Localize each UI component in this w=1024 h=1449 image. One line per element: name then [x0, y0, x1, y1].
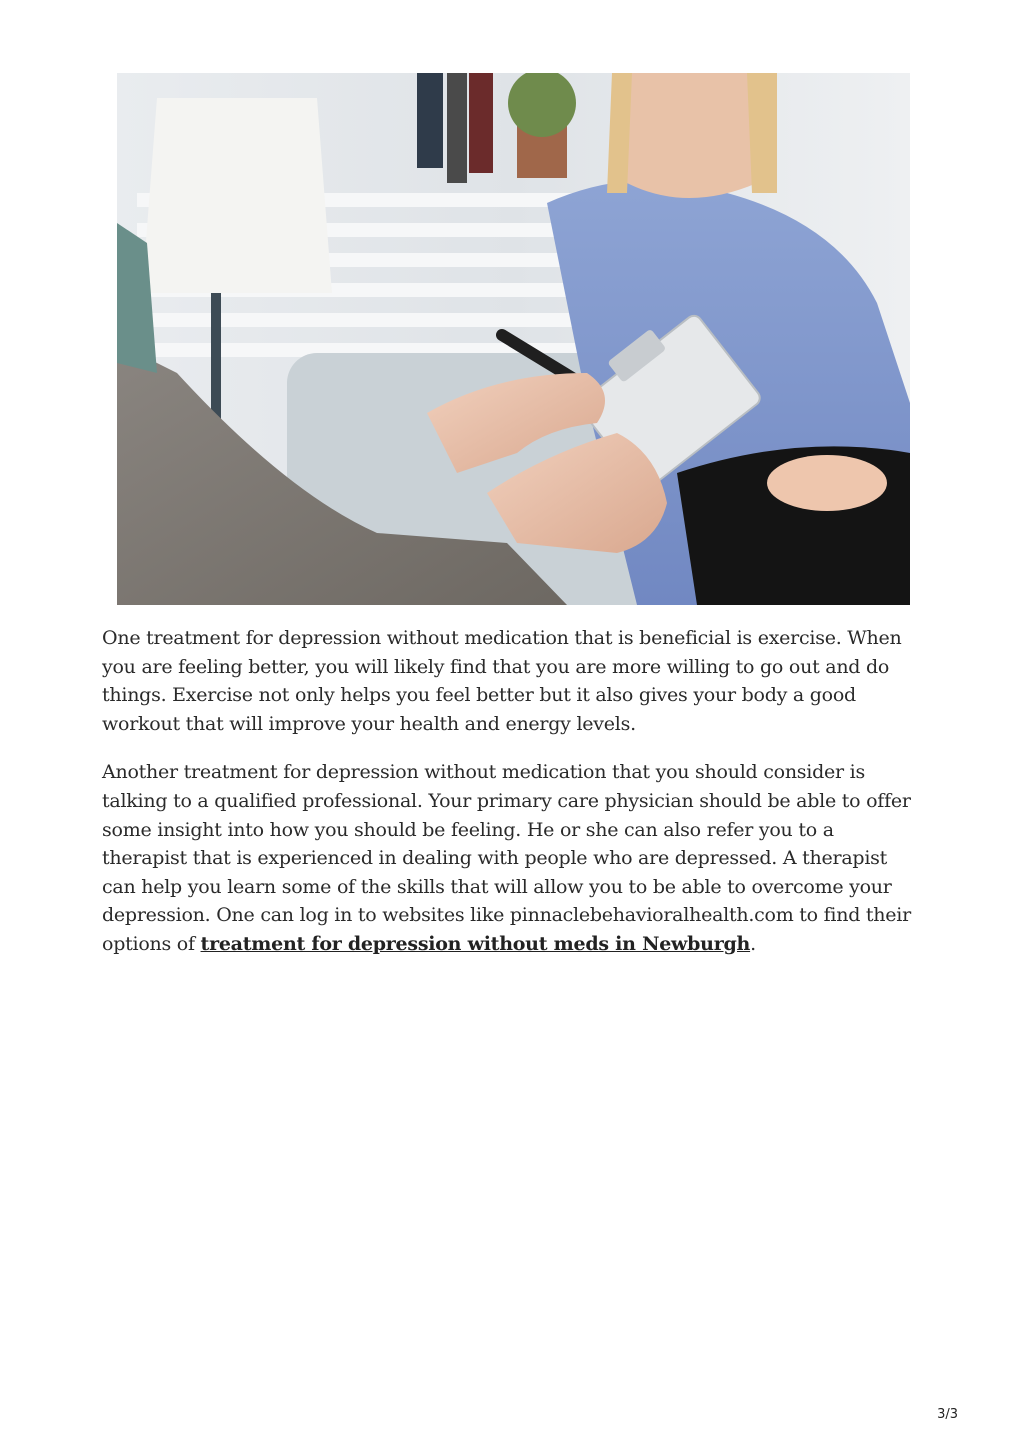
paragraph-professional-text: Another treatment for depression without medication that you should consider is talking to a qualified professional. Your primary care physician should be able to offer some insight into how you should be feeling. He or she can also refer you to a therapist that is experienced in dealing with people who are depressed. A therapist can help you learn some of the skills that will allow you to be able to overcome your depression. One can log in to websites like pinnaclebehavioralhealth.com to find their options of — [102, 761, 911, 955]
paragraph-professional-end: . — [750, 932, 756, 955]
article-photo — [117, 73, 910, 605]
paragraph-exercise: One treatment for depression without medication that is beneficial is exercise. When you are feeling better, you will likely find that you are more willing to go out and do things. Exercise not only helps you feel better but it also gives your body a good workout that will improve your health and energy levels. — [102, 627, 902, 735]
therapy-session-illustration — [117, 73, 910, 605]
article-body — [102, 624, 918, 979]
page-number: 3/3 — [937, 1407, 958, 1422]
treatment-link[interactable]: treatment for depression without meds in Newburgh — [200, 932, 751, 955]
paragraph-professional — [102, 758, 918, 958]
